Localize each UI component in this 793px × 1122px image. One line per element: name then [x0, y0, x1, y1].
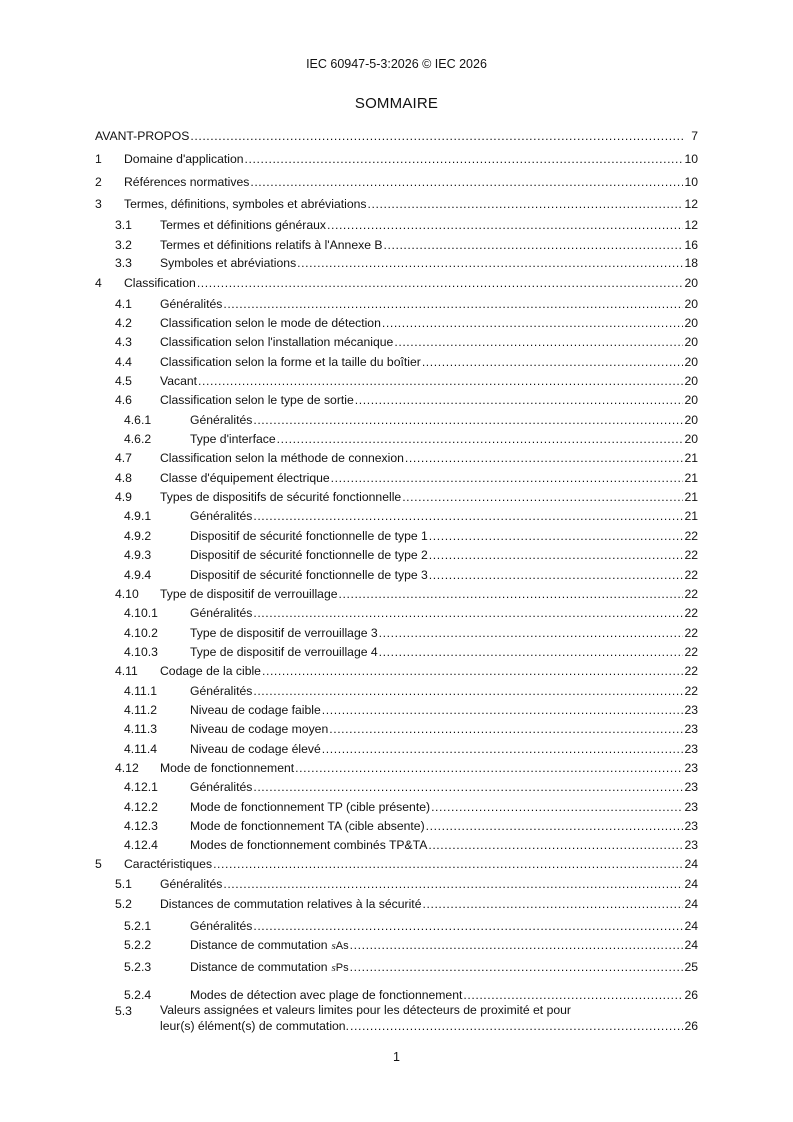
toc-entry-label: Mode de fonctionnement TP (cible présente): [190, 800, 431, 814]
toc-page-number: 22: [684, 568, 698, 582]
toc-leader-dots: [322, 740, 683, 758]
toc-entry-label: Généralités: [190, 509, 253, 523]
toc-row[interactable]: [0, 372, 793, 390]
toc-leader-dots: [262, 662, 683, 680]
toc-row[interactable]: [0, 720, 793, 738]
toc-entry: [190, 566, 698, 584]
toc-page-number: 26: [684, 1019, 698, 1033]
toc-page-number: 20: [684, 413, 698, 427]
toc-page-number: 20: [684, 393, 698, 407]
toc-page-number: 16: [684, 238, 698, 252]
toc-leader-dots: [250, 173, 683, 191]
toc-entry: [160, 875, 698, 893]
toc-leader-dots: [223, 295, 683, 313]
toc-page-number: 21: [684, 490, 698, 504]
toc-page-number: 22: [684, 626, 698, 640]
toc-entry: [190, 604, 698, 622]
toc-entry: [190, 917, 698, 935]
toc-entry-label: Classification selon la méthode de connexion: [160, 451, 404, 465]
toc-entry-label: Termes et définitions relatifs à l'Annexe B: [160, 238, 383, 252]
toc-page-number: 23: [684, 703, 698, 717]
toc-leader-dots: [431, 798, 683, 816]
toc-entry: [160, 254, 698, 272]
toc-row[interactable]: [0, 449, 793, 467]
toc-entry-label: Type de dispositif de verrouillage: [160, 587, 338, 601]
toc-leader-dots: [429, 566, 683, 584]
toc-row[interactable]: [0, 150, 793, 168]
toc-entry-label: Valeurs assignées et valeurs limites pour les détecteurs de proximité et pour: [160, 1003, 571, 1017]
toc-page-number: 23: [684, 800, 698, 814]
toc-leader-dots: [422, 895, 683, 913]
toc-entry-label: Mode de fonctionnement: [160, 761, 295, 775]
toc-entry-label: Type d'interface: [190, 432, 276, 446]
toc-page-number: 22: [684, 645, 698, 659]
toc-section-number: 4.11.3: [124, 722, 157, 736]
toc-entry: [160, 662, 698, 680]
toc-entry-label: Généralités: [160, 877, 223, 891]
toc-page-number: 20: [684, 355, 698, 369]
toc-row[interactable]: [0, 430, 793, 448]
toc-section-number: 4.9.4: [124, 568, 152, 582]
toc-entry-label: Type de dispositif de verrouillage 4: [190, 645, 378, 659]
toc-row[interactable]: [0, 314, 793, 332]
toc-page-number: 23: [684, 838, 698, 852]
toc-entry: [190, 430, 698, 448]
toc-row[interactable]: [0, 546, 793, 564]
toc-leader-dots: [322, 701, 683, 719]
toc-row[interactable]: [0, 875, 793, 893]
page-number: 1: [393, 1050, 400, 1064]
toc-leader-dots: [198, 372, 683, 390]
toc-leader-dots: [277, 430, 683, 448]
toc-entry-label: Modes de détection avec plage de fonctionnement: [190, 988, 463, 1002]
toc-page-number: 24: [684, 877, 698, 891]
toc-entry-label: Modes de fonctionnement combinés TP&TA: [190, 838, 428, 852]
toc-row[interactable]: [0, 295, 793, 313]
toc-entry: [190, 527, 698, 545]
toc-page-number: 25: [684, 960, 698, 974]
toc-leader-dots: [350, 1018, 683, 1034]
toc-entry: [124, 855, 698, 873]
toc-section-number: 4.10.1: [124, 606, 158, 620]
toc-row[interactable]: [0, 778, 793, 796]
toc-page-number: 24: [684, 897, 698, 911]
toc-entry: [160, 585, 698, 603]
toc-entry: [160, 469, 698, 487]
toc-entry-label: Niveau de codage élevé: [190, 742, 321, 756]
toc-entry-label: Classe d'équipement électrique: [160, 471, 330, 485]
toc-row[interactable]: [0, 836, 793, 854]
toc-section-number: 5.3: [115, 1004, 132, 1018]
toc-section-number: 4.10.3: [124, 645, 158, 659]
toc-row[interactable]: [0, 236, 793, 254]
toc-page-number: 20: [684, 297, 698, 311]
toc-entry: [190, 701, 698, 719]
toc-page-number: 21: [684, 471, 698, 485]
toc-leader-dots: [327, 216, 683, 234]
toc-row[interactable]: [0, 895, 793, 913]
toc-entry: [160, 372, 698, 390]
toc-page-number: 20: [684, 335, 698, 349]
toc-entry: [190, 778, 698, 796]
toc-section-number: 5: [95, 857, 102, 871]
toc-section-number: 5.2.1: [124, 919, 152, 933]
toc-section-number: 3.2: [115, 238, 132, 252]
toc-row[interactable]: [0, 507, 793, 525]
toc-entry: [190, 798, 698, 816]
toc-leader-dots: [428, 836, 683, 854]
toc-row[interactable]: [0, 585, 793, 603]
toc-page-number: 22: [684, 684, 698, 698]
toc-row[interactable]: [0, 643, 793, 661]
toc-leader-dots: [382, 314, 683, 332]
toc-entry: [190, 682, 698, 700]
toc-page-number: 20: [684, 432, 698, 446]
toc-row[interactable]: [0, 817, 793, 835]
toc-row[interactable]: [0, 958, 793, 976]
toc-entry-label: Symboles et abréviations: [160, 256, 297, 270]
toc-page-number: 20: [684, 316, 698, 330]
toc-entry-label: Classification selon le mode de détection: [160, 316, 381, 330]
toc-page-number: 22: [684, 587, 698, 601]
toc-entry: [160, 353, 698, 371]
toc-entry-label: Généralités: [190, 606, 253, 620]
toc-section-number: 4.5: [115, 374, 132, 388]
toc-page-number: 23: [684, 819, 698, 833]
toc-entry-label: leur(s) élément(s) de commutation.: [160, 1019, 349, 1033]
toc-entry: [160, 314, 698, 332]
toc-entry-label: Mode de fonctionnement TA (cible absente): [190, 819, 425, 833]
toc-page-number: 12: [684, 218, 698, 232]
toc-entry: [95, 127, 698, 145]
toc-section-number: 4.12: [115, 761, 139, 775]
toc-row[interactable]: [0, 798, 793, 816]
toc-entry-label: Distance de commutation: [190, 960, 328, 974]
toc-row[interactable]: [0, 216, 793, 234]
toc-entry-label: Niveau de codage moyen: [190, 722, 329, 736]
math-symbol: s: [331, 940, 336, 952]
toc-entry: [160, 333, 698, 351]
toc-page-number: 26: [684, 988, 698, 1002]
toc-page-number: 20: [684, 374, 698, 388]
toc-section-number: 3: [95, 197, 102, 211]
toc-row[interactable]: [0, 740, 793, 758]
toc-entry-label: Type de dispositif de verrouillage 3: [190, 626, 378, 640]
toc-entry-label: Termes, définitions, symboles et abréviations: [124, 197, 367, 211]
toc-row[interactable]: [0, 917, 793, 935]
toc-page-number: 24: [684, 857, 698, 871]
toc-entry-label: Domaine d'application: [124, 152, 244, 166]
toc-row[interactable]: [0, 759, 793, 777]
toc-entry: [160, 295, 698, 313]
page-title: SOMMAIRE: [354, 95, 439, 112]
toc-entry: [190, 411, 698, 429]
toc-section-number: 3.3: [115, 256, 132, 270]
toc-leader-dots: [331, 469, 683, 487]
toc-section-number: 4.11: [115, 664, 138, 678]
toc-section-number: 4.9: [115, 490, 132, 504]
toc-page-number: 22: [684, 548, 698, 562]
toc-leader-dots: [245, 150, 683, 168]
toc-row[interactable]: [0, 682, 793, 700]
toc-entry-label: Dispositif de sécurité fonctionnelle de type 3: [190, 568, 428, 582]
toc-section-number: 5.1: [115, 877, 132, 891]
toc-leader-dots: [253, 507, 683, 525]
toc-row[interactable]: [0, 127, 793, 145]
toc-entry: [124, 150, 698, 168]
toc-leader-dots: [253, 778, 683, 796]
toc-leader-dots: [213, 855, 683, 873]
toc-entry-label: Classification selon la forme et la taille du boîtier: [160, 355, 421, 369]
toc-section-number: 5.2.4: [124, 988, 152, 1002]
toc-leader-dots: [368, 195, 683, 213]
math-subscript: As: [335, 940, 349, 952]
toc-entry: [160, 895, 698, 913]
toc-row[interactable]: [0, 701, 793, 719]
toc-leader-dots: [384, 236, 684, 254]
toc-entry-label: Distance de commutation: [190, 938, 328, 952]
toc-page-number: 23: [684, 780, 698, 794]
toc-entry: [160, 449, 698, 467]
toc-entry: [190, 958, 698, 977]
toc-section-number: 4.9.1: [124, 509, 152, 523]
toc-page-number: 24: [684, 919, 698, 933]
toc-page-number: 12: [684, 197, 698, 211]
toc-entry-label: Classification: [124, 276, 196, 290]
toc-row[interactable]: [0, 527, 793, 545]
toc-row[interactable]: [0, 855, 793, 873]
toc-row[interactable]: [0, 662, 793, 680]
toc-section-number: 4.1: [115, 297, 132, 311]
toc-leader-dots: [190, 127, 683, 145]
toc-entry: [124, 173, 698, 191]
toc-row[interactable]: [0, 1002, 793, 1033]
toc-entry: [190, 720, 698, 738]
toc-section-number: 4: [95, 276, 102, 290]
toc-row[interactable]: [0, 353, 793, 371]
toc-section-number: 3.1: [115, 218, 132, 232]
toc-row[interactable]: [0, 333, 793, 351]
toc-entry-label: Types de dispositifs de sécurité fonctionnelle: [160, 490, 402, 504]
toc-entry-label: Vacant: [160, 374, 198, 388]
toc-section-number: 4.3: [115, 335, 132, 349]
toc-entry: [190, 624, 698, 642]
toc-section-number: 4.2: [115, 316, 132, 330]
toc-entry-label: Dispositif de sécurité fonctionnelle de type 2: [190, 548, 428, 562]
toc-page-number: 22: [684, 529, 698, 543]
toc-row[interactable]: [0, 936, 793, 954]
toc-row[interactable]: [0, 274, 793, 292]
toc-section-number: 4.4: [115, 355, 132, 369]
toc-leader-dots: [350, 958, 683, 976]
toc-page-number: 23: [684, 761, 698, 775]
toc-row[interactable]: [0, 624, 793, 642]
toc-row[interactable]: [0, 391, 793, 409]
toc-section-number: 4.12.3: [124, 819, 158, 833]
toc-entry-label: Généralités: [190, 780, 253, 794]
toc-entry: [190, 507, 698, 525]
toc-leader-dots: [295, 759, 683, 777]
toc-section-number: 4.6.1: [124, 413, 152, 427]
toc-entry: [190, 936, 698, 955]
toc-leader-dots: [223, 875, 683, 893]
toc-entry-label: Généralités: [160, 297, 223, 311]
toc-entry-label: Classification selon le type de sortie: [160, 393, 354, 407]
toc-leader-dots: [426, 817, 683, 835]
toc-row[interactable]: [0, 254, 793, 272]
toc-page-number: 7: [691, 129, 698, 143]
toc-section-number: 4.11.4: [124, 742, 157, 756]
toc-entry-label: Généralités: [190, 413, 253, 427]
toc-entry: [160, 391, 698, 409]
toc-entry-label: Généralités: [190, 919, 253, 933]
toc-section-number: 5.2.3: [124, 960, 152, 974]
toc-section-number: 4.11.2: [124, 703, 157, 717]
toc-section-number: 4.11.1: [124, 684, 157, 698]
toc-leader-dots: [379, 624, 683, 642]
toc-page-number: 10: [684, 152, 698, 166]
toc-leader-dots: [429, 527, 683, 545]
toc-leader-dots: [429, 546, 683, 564]
toc-entry-label: Niveau de codage faible: [190, 703, 321, 717]
toc-row[interactable]: [0, 411, 793, 429]
toc-entry: [190, 740, 698, 758]
toc-entry: [124, 195, 698, 213]
toc-section-number: 4.12.4: [124, 838, 158, 852]
toc-page-number: 24: [684, 938, 698, 952]
toc-section-number: 2: [95, 175, 102, 189]
toc-section-number: 4.8: [115, 471, 132, 485]
toc-leader-dots: [405, 449, 683, 467]
toc-leader-dots: [402, 488, 683, 506]
toc-entry-label: Généralités: [190, 684, 253, 698]
toc-entry: [190, 643, 698, 661]
toc-leader-dots: [253, 917, 683, 935]
toc-leader-dots: [339, 585, 684, 603]
toc-row[interactable]: [0, 195, 793, 213]
toc-page-number: 22: [684, 606, 698, 620]
toc-leader-dots: [197, 274, 683, 292]
toc-page-number: 21: [684, 509, 698, 523]
toc-entry-label: Dispositif de sécurité fonctionnelle de type 1: [190, 529, 428, 543]
toc-entry-multiline: [160, 1002, 698, 1034]
toc-entry: [160, 216, 698, 234]
toc-entry: [160, 759, 698, 777]
toc-leader-dots: [422, 353, 683, 371]
toc-section-number: 4.12.1: [124, 780, 158, 794]
toc-leader-dots: [350, 936, 683, 954]
toc-section-number: 4.10.2: [124, 626, 158, 640]
toc-page-number: 23: [684, 742, 698, 756]
toc-leader-dots: [355, 391, 683, 409]
toc-leader-dots: [379, 643, 683, 661]
toc-section-number: 4.10: [115, 587, 139, 601]
toc-section-number: 1: [95, 152, 102, 166]
toc-entry: [124, 274, 698, 292]
toc-entry-label: Distances de commutation relatives à la sécurité: [160, 897, 422, 911]
toc-leader-dots: [297, 254, 683, 272]
toc-section-number: 5.2.2: [124, 938, 152, 952]
document-header: IEC 60947-5-3:2026 © IEC 2026: [306, 57, 487, 71]
toc-page-number: 22: [684, 664, 698, 678]
toc-row[interactable]: [0, 488, 793, 506]
toc-entry: [190, 546, 698, 564]
toc-entry: [190, 817, 698, 835]
toc-leader-dots: [394, 333, 683, 351]
math-symbol: s: [331, 962, 336, 974]
toc-entry: [160, 488, 698, 506]
toc-entry: [160, 236, 698, 254]
toc-section-number: 4.7: [115, 451, 132, 465]
toc-page-number: 18: [684, 256, 698, 270]
toc-entry: [190, 836, 698, 854]
toc-section-number: 4.6: [115, 393, 132, 407]
toc-section-number: 4.6.2: [124, 432, 152, 446]
toc-entry-label: Codage de la cible: [160, 664, 261, 678]
toc-page-number: 23: [684, 722, 698, 736]
toc-page-number: 21: [684, 451, 698, 465]
toc-row[interactable]: [0, 173, 793, 191]
toc-entry-label: Références normatives: [124, 175, 250, 189]
toc-section-number: 5.2: [115, 897, 132, 911]
toc-entry-label: AVANT-PROPOS: [95, 129, 190, 143]
toc-row[interactable]: [0, 566, 793, 584]
toc-entry-label: Termes et définitions généraux: [160, 218, 326, 232]
math-subscript: Ps: [335, 962, 349, 974]
toc-section-number: 4.9.3: [124, 548, 152, 562]
toc-leader-dots: [253, 604, 683, 622]
toc-section-number: 4.12.2: [124, 800, 158, 814]
toc-leader-dots: [253, 411, 683, 429]
toc-section-number: 4.9.2: [124, 529, 152, 543]
toc-page-number: 10: [684, 175, 698, 189]
toc-row[interactable]: [0, 604, 793, 622]
toc-entry-label: Classification selon l'installation mécanique: [160, 335, 394, 349]
toc-row[interactable]: [0, 469, 793, 487]
toc-page-number: 20: [684, 276, 698, 290]
toc-leader-dots: [253, 682, 683, 700]
toc-entry-label: Caractéristiques: [124, 857, 213, 871]
toc-leader-dots: [329, 720, 683, 738]
